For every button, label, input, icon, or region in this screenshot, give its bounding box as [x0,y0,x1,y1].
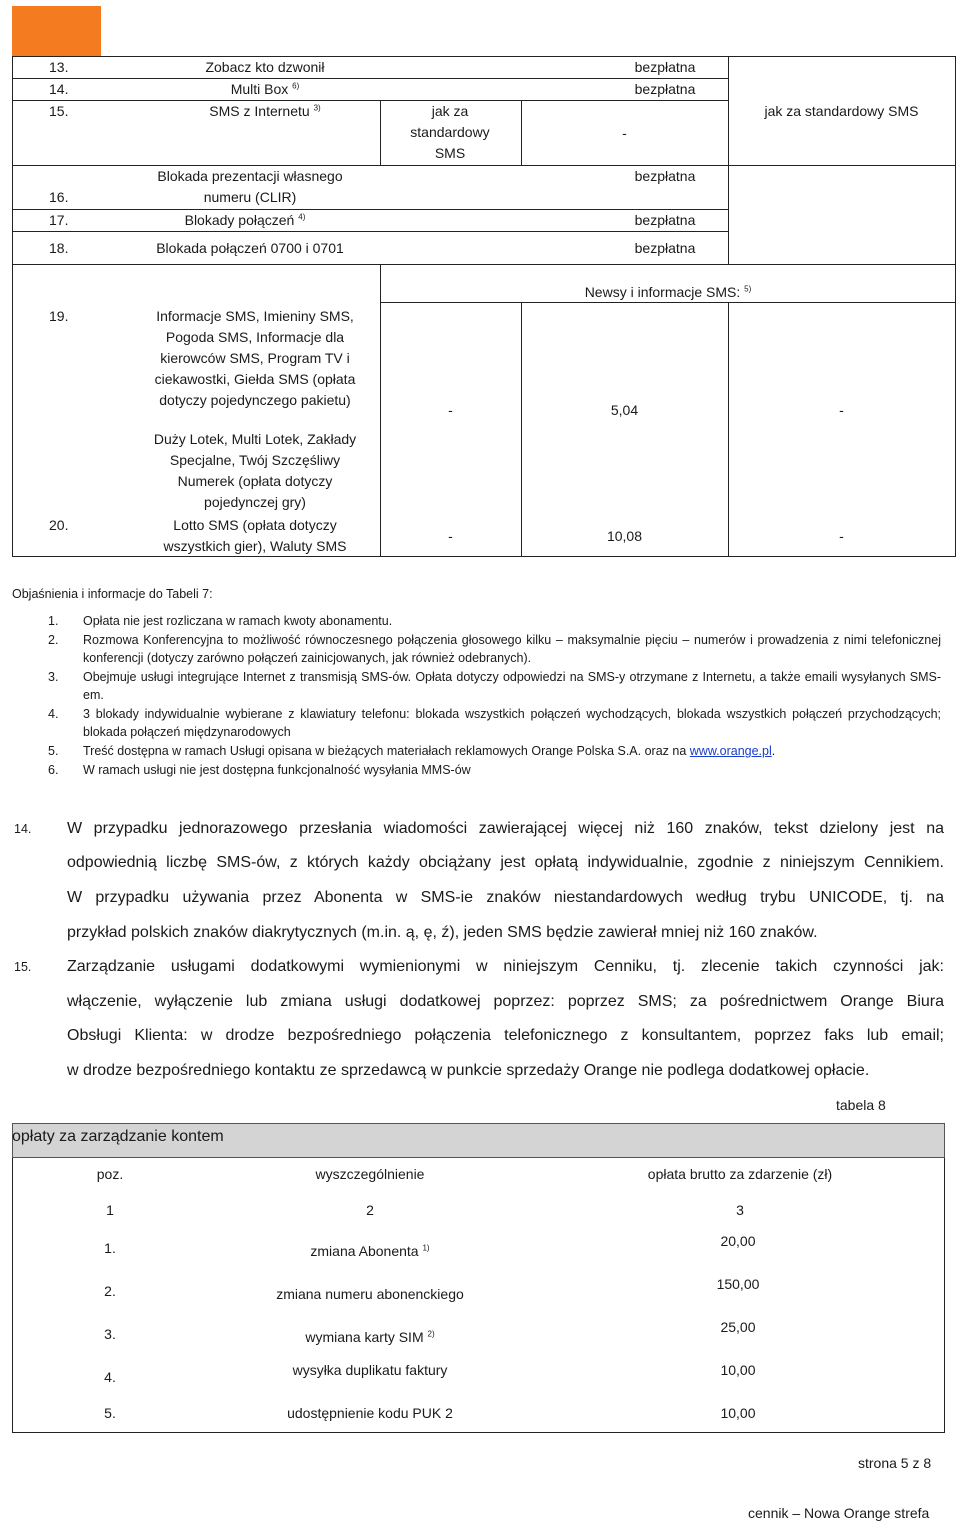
column-header: opłata brutto za zdarzenie (zł) [647,1166,833,1182]
paragraph-num: 15. [14,960,32,974]
note-num: 1. [48,614,59,628]
table-row-name: Informacje SMS, Imieniny SMS, Pogoda SMS, Informacje dla kierowców SMS, Program TV i ciekawostki, Giełda SMS (opłata dotyczy pojedynczego pakietu) [154,308,356,408]
table-row-desc: wymiana karty SIM $^{2)}$ [305,1329,435,1345]
note-text: Treść dostępna w ramach Usługi opisana w bieżących materiałach reklamowych Orange Polska S.A. oraz na www.orange.pl. [83,744,776,758]
table-row-fee: bezpłatna [634,168,696,184]
notes-title: Objaśnienia i informacje do Tabeli 7: [12,587,213,601]
table-row-pos: 2. [104,1283,116,1299]
table-row-fee: 25,00 [720,1319,756,1335]
paragraph-line: Obsługi Klienta: w drodze bezpośredniego połączenia telefonicznego z konsultantem, poprzez faks lub email; [67,1027,944,1044]
table-cell-col5: jak za standardowy SMS [764,103,919,119]
column-number: 1 [106,1202,114,1218]
table-row-pos: 4. [104,1369,116,1385]
table-row-desc: zmiana Abonenta $^{1)}$ [310,1243,430,1259]
table-row-name: Blokady połączeń $^{4)}$ [184,212,306,228]
note-text: Obejmuje usługi integrujące Internet z transmisją SMS-ów. Opłata dotyczy odpowiedzi na SMS-y otrzymane z Internetu, a także emaili wysyłanych SMS-em. [83,670,941,702]
table-row-num: 17. [49,212,69,228]
table-row-desc: zmiana numeru abonenckiego [276,1286,464,1302]
table-row-desc: udostępnienie kodu PUK 2 [287,1405,453,1421]
paragraph-line: W przypadku używania przez Abonenta w SMS-ie znaków niestandardowych według trybu UNICODE, tj. na [67,889,944,906]
table-row-num: 13. [49,59,69,75]
table-row-num: 18. [49,240,69,256]
note-num: 3. [48,670,59,684]
note-text: W ramach usługi nie jest dostępna funkcjonalność wysyłania MMS-ów [83,763,471,777]
note-num: 6. [48,763,59,777]
column-header: wyszczególnienie [315,1166,425,1182]
column-number: 2 [366,1202,374,1218]
table-cell-col3: - [448,402,453,418]
table-row-name: Blokada połączeń 0700 i 0701 [156,240,344,256]
table-cell-col5: - [839,528,844,544]
paragraph-line: przykład polskich znaków diakrytycznych (m.in. ą, ę, ź), jeden SMS będzie zawierał mniej niż 160 znaków. [67,924,818,941]
table-cell-col4: 10,08 [606,528,643,544]
paragraph-line: w drodze bezpośredniego kontaktu ze sprzedawcą w punkcie sprzedaży Orange nie podlega dodatkowej opłacie. [67,1062,870,1079]
table-label: tabela 8 [836,1097,886,1113]
note-num: 4. [48,707,59,721]
paragraph-line: W przypadku jednorazowego przesłania wiadomości zawierającej więcej niż 160 znaków, tekst dzielony jest na [67,820,944,837]
table-row-pos: 5. [104,1405,116,1421]
paragraph-line: odpowiednią liczbę SMS-ów, z których każdy obciążany jest opłatą indywidualnie, zgodnie z niniejszym Cennikiem. [67,854,944,871]
table-row-fee: bezpłatna [634,59,696,75]
table-row-num: 15. [49,103,69,119]
note-text: Rozmowa Konferencyjna to możliwość równoczesnego połączenia głosowego kilku – maksymalnie pięciu – numerów i prowadzenia z nimi telefonicznej konferencji (dotyczy zarówno połączeń zainicjowanych, jak również odebranych). [83,633,941,665]
table-row-num: 16. [49,189,69,205]
note-text: Opłata nie jest rozliczana w ramach kwoty abonamentu. [83,614,393,628]
table-row-pos: 3. [104,1326,116,1342]
orange-link[interactable]: www.orange.pl [689,744,772,758]
table-cell-col4: 5,04 [610,402,639,418]
table-row-num: 20. [49,517,69,533]
table-title: opłaty za zarządzanie kontem [12,1128,224,1145]
paragraph-line: włączenie, wyłączenie lub zmiana usługi dodatkowej poprzez: poprzez SMS; za pośrednictwem Orange Biura [67,993,944,1010]
table-row-pos: 1. [104,1240,116,1256]
table-row-fee: 20,00 [720,1233,756,1249]
table-cell-col5: - [839,402,844,418]
table-cell-col4: - [622,125,627,141]
paragraph-num: 14. [14,822,32,836]
page-number: strona 5 z 8 [858,1455,932,1471]
note-num: 5. [48,744,59,758]
table-row-num: 19. [49,308,69,324]
table-row-name: Zobacz kto dzwonił [205,59,325,75]
table-row-name: Lotto SMS (opłata dotyczy wszystkich gier), Waluty SMS [163,517,347,554]
table-row-num: 14. [49,81,69,97]
table-cell-col3: - [448,528,453,544]
table-row-name: SMS z Internetu $^{3)}$ [209,103,321,119]
document-footer: cennik – Nowa Orange strefa [748,1505,930,1521]
table-row-fee: 150,00 [716,1276,760,1292]
news-header: Newsy i informacje SMS: $^{5)}$ [584,284,752,300]
table-row-name: Blokada prezentacji własnego numeru (CLIR) [157,168,343,205]
column-number: 3 [736,1202,744,1218]
table-cell-col3: jak za standardowy SMS [410,103,490,161]
table-row-fee: 10,00 [720,1362,756,1378]
note-num: 2. [48,633,59,647]
note-text: 3 blokady indywidualnie wybierane z klawiatury telefonu: blokada wszystkich połączeń wychodzących, blokada wszystkich połączeń przychodzących; blokada połączeń międzynarodowych [83,707,941,739]
table-row-fee: 10,00 [720,1405,756,1421]
table-row-name: Multi Box $^{6)}$ [230,81,300,97]
table-row-desc: wysyłka duplikatu faktury [292,1362,448,1378]
table-row-name: Duży Lotek, Multi Lotek, Zakłady Specjalne, Twój Szczęśliwy Numerek (opłata dotyczy pojedynczej gry) [153,431,357,510]
column-header: poz. [96,1166,124,1182]
table-row-fee: bezpłatna [634,240,696,256]
table-row-fee: bezpłatna [634,81,696,97]
paragraph-line: Zarządzanie usługami dodatkowymi wymienionymi w niniejszym Cenniku, tj. zlecenie takich czynności jak: [67,958,944,975]
orange-logo [12,6,101,56]
table-row-fee: bezpłatna [634,212,696,228]
